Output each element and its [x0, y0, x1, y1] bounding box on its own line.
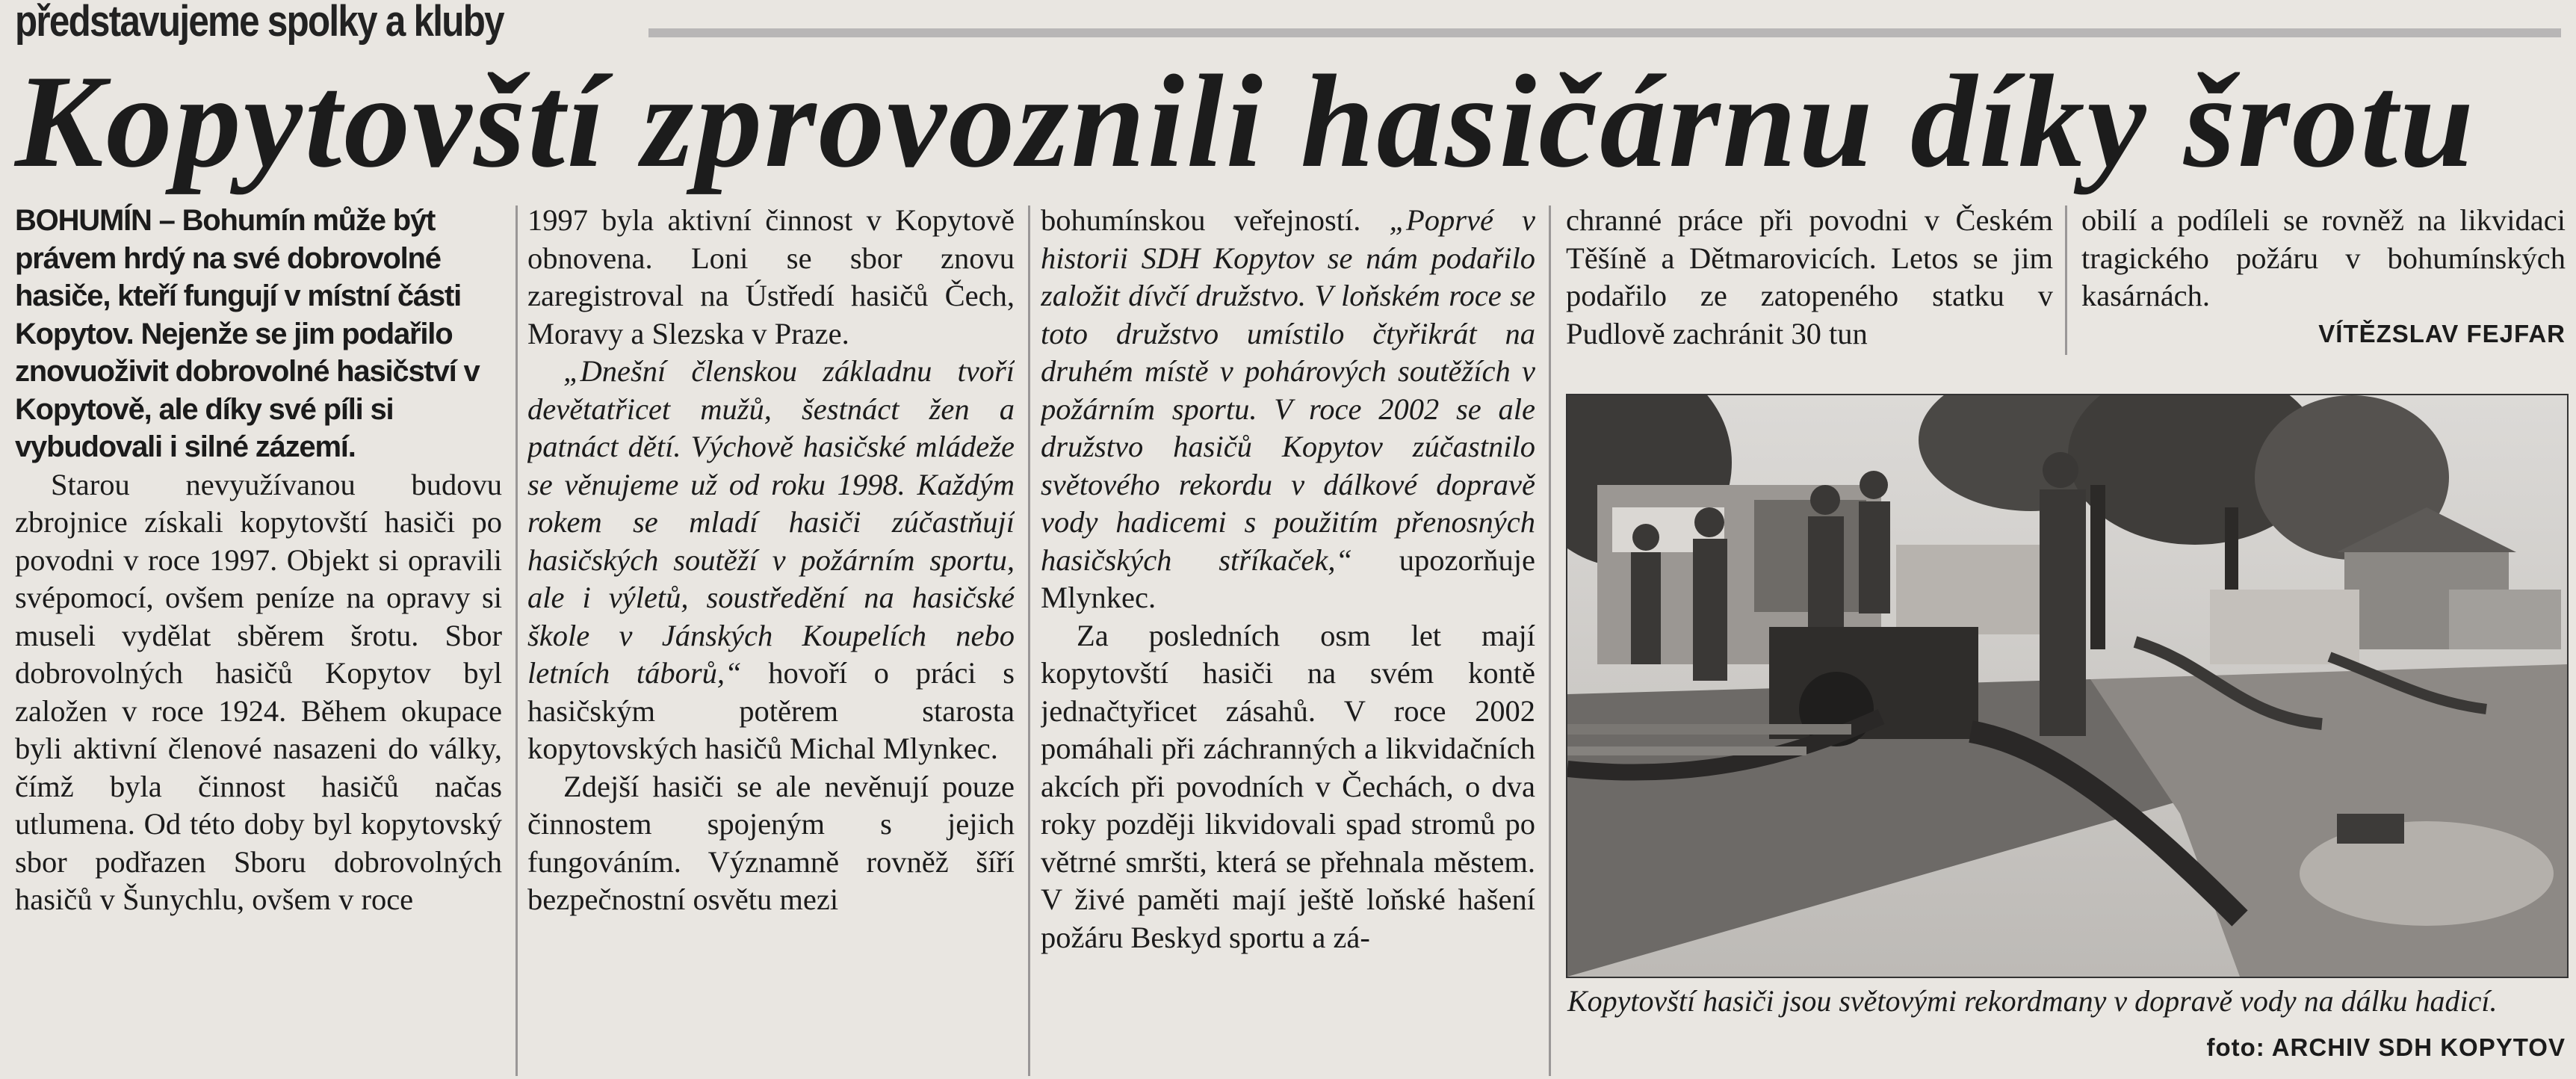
column-rule	[515, 205, 518, 1076]
body-paragraph: 1997 byla aktivní činnost v Kopytově obnovena. Loni se sbor znovu zaregistroval na Ústředí hasičů Čech, Moravy a Slezska v Praze.	[527, 203, 1015, 350]
quote-attribution: hovoří o práci s hasičským potěrem starosta kopytovských hasičů Michal Mlynkec.	[527, 656, 1015, 765]
column-rule	[1028, 205, 1030, 1076]
body-paragraph: chranné práce při povodni v Českém Těšíně a Dětmarovicích. Letos se jim podařilo ze zatopeného statku v Pudlově zachránit 30 tun	[1566, 203, 2053, 350]
column-4	[1566, 202, 2053, 359]
quote-text: „Dnešní členskou základnu tvoří devětatřicet mužů, šestnáct žen a patnáct dětí. Výchově hasičské mládeže se věnujeme už od roku 1998. Každým rokem se mladí hasiči zúčastňují hasičských soutěží v požárním sportu, ale i výletů, soustředění na hasičské škole v Jánských Koupelích nebo letních táborů,“	[527, 354, 1015, 690]
author-byline: VÍTĚZSLAV FEJFAR	[2318, 319, 2566, 347]
headline: Kopytovští zprovoznili hasičárnu díky šrotu	[15, 47, 2476, 195]
photo-caption: Kopytovští hasiči jsou světovými rekordmany v dopravě vody na dálku hadicí.	[1567, 984, 2498, 1018]
section-rubric: představujeme spolky a kluby	[15, 0, 504, 46]
body-paragraph: Zdejší hasiči se ale nevěnují pouze činnostem spojeným s jejich fungováním. Významně rovněž šíří bezpečnostní osvětu mezi	[527, 769, 1015, 916]
column-3	[1041, 202, 1535, 1076]
column-5	[2081, 202, 2566, 381]
intro-text: bohumínskou veřejností.	[1041, 203, 1390, 237]
lead-paragraph: BOHUMÍN – Bohumín může být právem hrdý na své dobrovolné hasiče, kteří fungují v místní části Kopytov. Nejenže se jim podařilo znovuoživit dobrovolné hasičství v Kopytově, ale díky své píli si vybudovali i silné zázemí.	[15, 204, 480, 463]
body-paragraph: obilí a podíleli se rovněž na likvidaci tragického požáru v bohumínských kasárnách.	[2081, 203, 2566, 312]
quote-text: „Poprvé v historii SDH Kopytov se nám podařilo založit dívčí družstvo. V loňském roce se toto družstvo umístilo čtyřikrát na druhém místě v pohárových soutěžích v požárním sportu. V roce 2002 se ale družstvo hasičů Kopytov zúčastnilo světového rekordu v dálkové dopravě vody hadicemi s použitím přenosných hasičských stříkaček,“	[1041, 203, 1535, 577]
column-rule	[2065, 205, 2067, 355]
column-1	[15, 202, 502, 1076]
quote-attribution: upozorňuje Mlynkec.	[1041, 542, 1535, 614]
quote-paragraph	[527, 353, 1015, 768]
rubric-rule	[648, 28, 2561, 37]
column-2	[527, 202, 1015, 1076]
body-paragraph: Starou nevyužívanou budovu zbrojnice získali kopytovští hasiči po povodni v roce 1997. Objekt si opravili svépomocí, ovšem peníze na opravy si museli vydělat sběrem šrotu. Sbor dobrovolných hasičů Kopytov byl založen v roce 1924. Během okupace byli aktivní členové nasazeni do války, čímž byla činnost hasičů načas utlumena. Od této doby byl kopytovský sbor podřazen Sboru dobrovolných hasičů v Šunychlu, ovšem v roce	[15, 467, 502, 916]
column-rule	[1549, 205, 1551, 1076]
quote-paragraph	[1041, 202, 1535, 617]
news-photo	[1566, 394, 2569, 978]
firefighters-photo-illustration	[1567, 395, 2567, 977]
photo-credit: foto: ARCHIV SDH KOPYTOV	[2206, 1033, 2566, 1061]
body-paragraph: Za posledních osm let mají kopytovští hasiči na svém kontě jednačtyřicet zásahů. V roce 2002 pomáhali při záchranných a likvidačních akcích při povodních v Čechách, o dva roky později likvidovali spad stromů po větrné smršti, která se přehnala městem. V živé paměti mají ještě loňské hašení požáru Beskyd sportu a zá-	[1041, 618, 1535, 954]
